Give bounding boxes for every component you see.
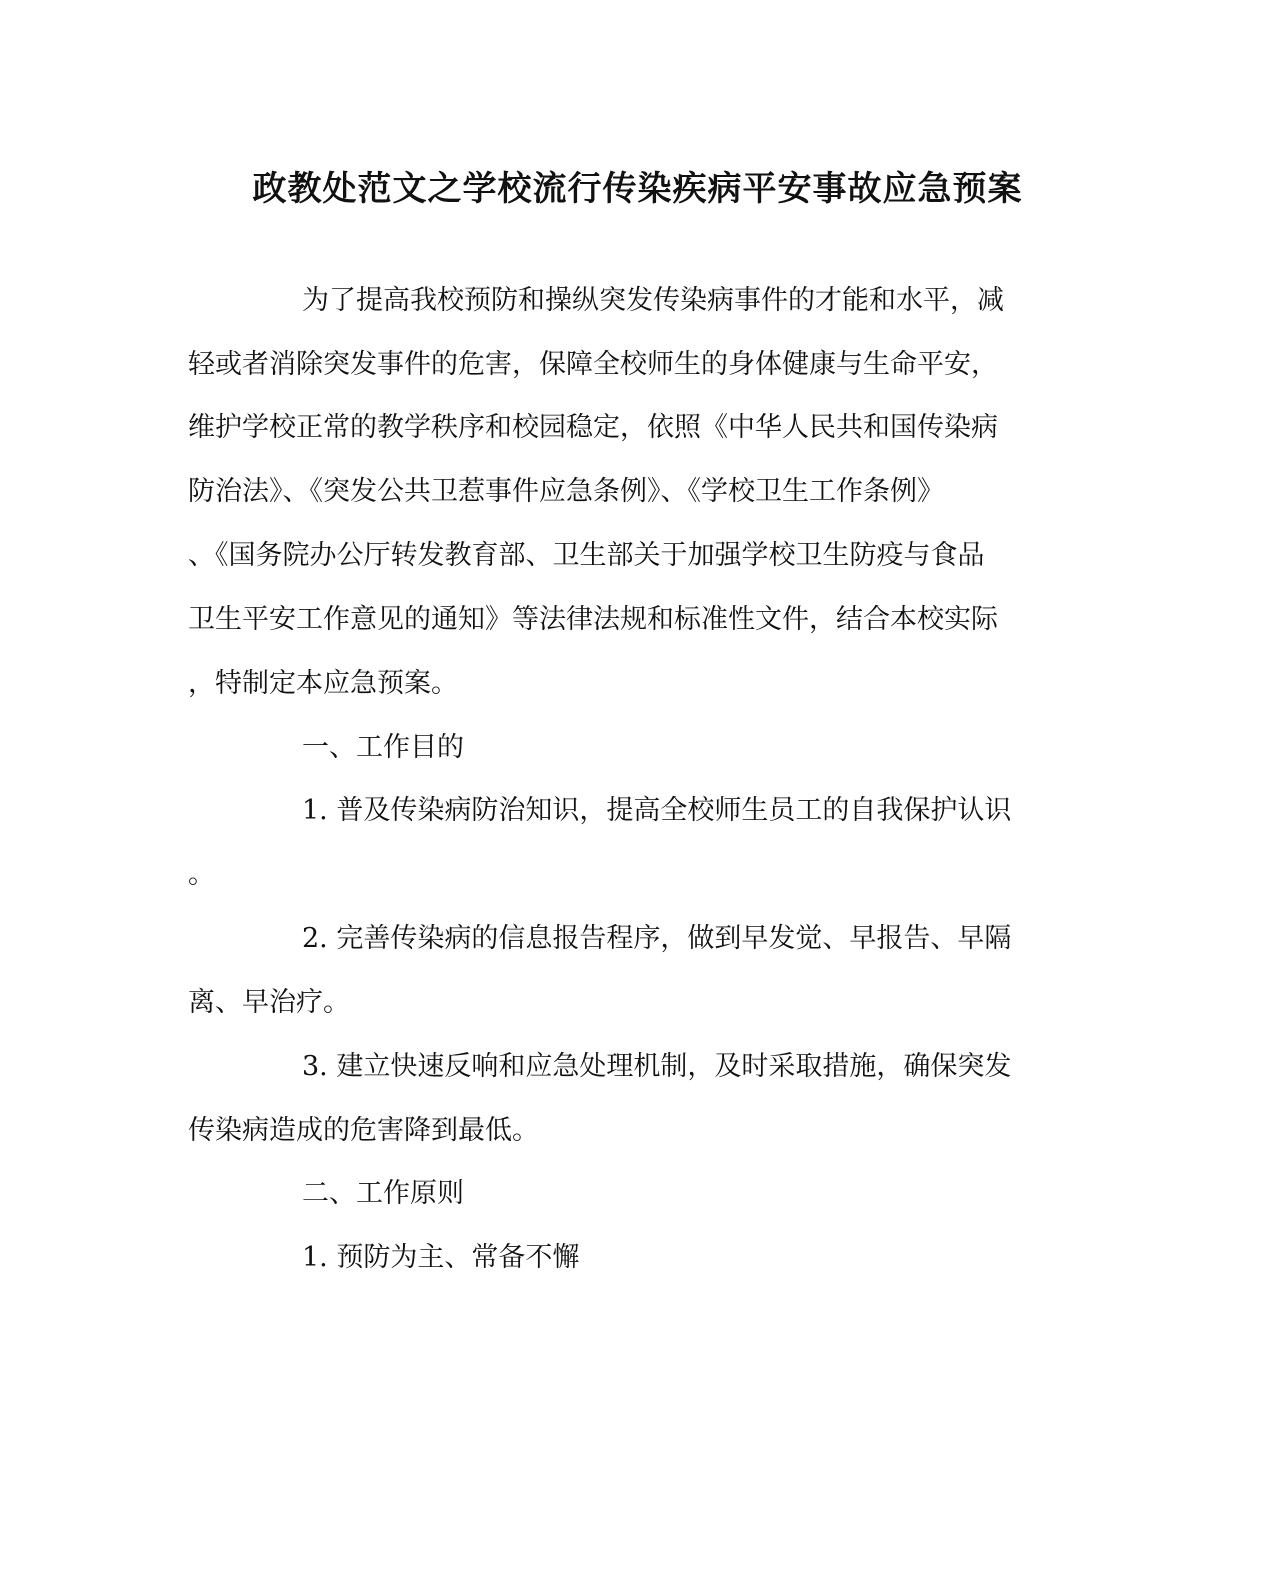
list-item: 3. 建立快速反响和应急处理机制，及时采取措施，确保突发: [302, 1051, 1012, 1082]
section-heading: 二、工作原则: [302, 1178, 464, 1209]
paragraph-line: ，特制定本应急预案。: [188, 668, 458, 699]
document-title: 政教处范文之学校流行传染疾病平安事故应急预案: [252, 169, 1023, 209]
paragraph-line: 为了提高我校预防和操纵突发传染病事件的才能和水平，减: [302, 285, 1004, 316]
section-heading: 一、工作目的: [302, 732, 464, 763]
paragraph-line: 。: [188, 859, 215, 890]
list-item: 1. 预防为主、常备不懈: [302, 1242, 580, 1273]
paragraph-line: 离、早治疗。: [188, 987, 350, 1018]
list-item: 1. 普及传染病防治知识，提高全校师生员工的自我保护认识: [302, 795, 1012, 826]
paragraph-line: 轻或者消除突发事件的危害，保障全校师生的身体健康与生命平安，: [188, 349, 998, 380]
paragraph-line: 维护学校正常的教学秩序和校园稳定，依照《中华人民共和国传染病: [188, 412, 998, 443]
paragraph-line: 、《国务院办公厅转发教育部、卫生部关于加强学校卫生防疫与食品: [188, 540, 985, 571]
paragraph-line: 防治法》、《突发公共卫惹事件应急条例》、《学校卫生工作条例》: [188, 476, 944, 507]
paragraph-line: 卫生平安工作意见的通知》等法律法规和标准性文件，结合本校实际: [188, 604, 998, 635]
list-item: 2. 完善传染病的信息报告程序，做到早发觉、早报告、早隔: [302, 923, 1012, 954]
paragraph-line: 传染病造成的危害降到最低。: [188, 1115, 539, 1146]
